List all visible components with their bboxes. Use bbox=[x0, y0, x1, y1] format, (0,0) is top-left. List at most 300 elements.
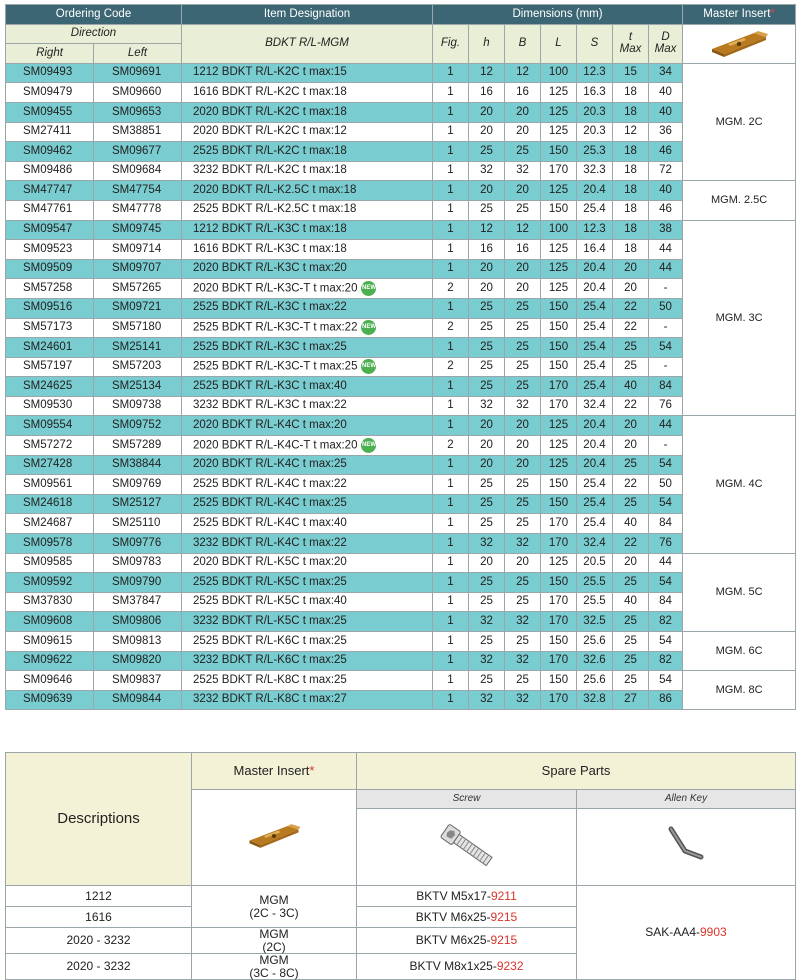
tool-holder-rows bbox=[6, 63, 796, 710]
header-row-direction bbox=[6, 24, 796, 44]
dim-b: 20 bbox=[505, 455, 541, 475]
dim-b: 25 bbox=[505, 475, 541, 495]
dim-t: 25 bbox=[613, 651, 649, 671]
dim-t: 18 bbox=[613, 142, 649, 162]
dim-b: 25 bbox=[505, 200, 541, 220]
item-designation-text: 2020 BDKT R/L-K3C t max:20 bbox=[193, 262, 347, 275]
t-max-header bbox=[613, 24, 649, 63]
descriptions-header: Descriptions bbox=[6, 753, 192, 886]
dim-h: 32 bbox=[469, 612, 505, 632]
table-row bbox=[6, 671, 796, 691]
dim-t: 20 bbox=[613, 416, 649, 436]
dim-h: 25 bbox=[469, 494, 505, 514]
dim-t: 25 bbox=[613, 671, 649, 691]
dim-s: 20.3 bbox=[577, 102, 613, 122]
dim-d: 54 bbox=[649, 632, 683, 652]
master-insert-group: MGM. 6C bbox=[683, 632, 796, 671]
item-designation bbox=[182, 573, 433, 593]
dim-h: 20 bbox=[469, 455, 505, 475]
item-designation-text: 2020 BDKT R/L-K2.5C t max:18 bbox=[193, 183, 357, 196]
dim-b: 32 bbox=[505, 690, 541, 710]
table-row bbox=[6, 416, 796, 436]
ordering-code-right: SM27428 bbox=[6, 455, 94, 475]
screw-icon bbox=[432, 823, 502, 869]
spare-screw-part: BKTV M6x25- bbox=[415, 909, 491, 924]
item-designation-text: 3232 BDKT R/L-K6C t max:25 bbox=[193, 654, 347, 667]
spare-screw bbox=[357, 886, 577, 907]
dim-fig: 1 bbox=[433, 259, 469, 279]
dim-s: 16.3 bbox=[577, 83, 613, 103]
dim-s: 32.4 bbox=[577, 396, 613, 416]
ordering-code-left: SM25110 bbox=[94, 514, 182, 534]
dim-h: 20 bbox=[469, 279, 505, 299]
ordering-code-left: SM09790 bbox=[94, 573, 182, 593]
s-header: S bbox=[577, 24, 613, 63]
table-row bbox=[6, 592, 796, 612]
spare-insert-line2: (2C - 3C) bbox=[249, 905, 299, 920]
dim-l: 170 bbox=[541, 651, 577, 671]
item-designation-text: 2525 BDKT R/L-K4C t max:25 bbox=[193, 497, 347, 510]
ordering-code-right: SM57197 bbox=[6, 357, 94, 377]
item-designation bbox=[182, 259, 433, 279]
dim-l: 100 bbox=[541, 63, 577, 83]
spare-insert-line1: MGM bbox=[259, 892, 289, 907]
dim-t: 22 bbox=[613, 534, 649, 554]
item-designation-text: 2525 BDKT R/L-K8C t max:25 bbox=[193, 673, 347, 686]
dim-fig: 1 bbox=[433, 592, 469, 612]
spare-allen-key bbox=[577, 886, 796, 980]
item-designation-text: 2020 BDKT R/L-K3C-T t max:20 bbox=[193, 282, 358, 295]
item-designation bbox=[182, 161, 433, 181]
dim-d: 54 bbox=[649, 494, 683, 514]
ordering-code-right: SM09592 bbox=[6, 573, 94, 593]
item-designation-text: 2525 BDKT R/L-K4C t max:22 bbox=[193, 477, 347, 490]
spare-insert-line1: MGM bbox=[259, 953, 289, 968]
table-row bbox=[6, 690, 796, 710]
screw-header: Screw bbox=[357, 790, 577, 809]
ordering-code-left: SM37847 bbox=[94, 592, 182, 612]
table-row bbox=[6, 534, 796, 554]
dim-d: - bbox=[649, 357, 683, 377]
spare-parts-header: Spare Parts bbox=[357, 753, 796, 790]
dim-h: 20 bbox=[469, 102, 505, 122]
table-row bbox=[6, 200, 796, 220]
master-insert-group: MGM. 2C bbox=[683, 63, 796, 181]
item-designation-text: 2525 BDKT R/L-K3C t max:22 bbox=[193, 301, 347, 314]
table-row bbox=[6, 161, 796, 181]
dim-fig: 1 bbox=[433, 671, 469, 691]
ordering-code-right: SM09530 bbox=[6, 396, 94, 416]
item-designation bbox=[182, 475, 433, 495]
spare-insert-line1: MGM bbox=[259, 927, 289, 941]
dim-fig: 1 bbox=[433, 240, 469, 260]
dim-h: 25 bbox=[469, 475, 505, 495]
dim-s: 25.4 bbox=[577, 357, 613, 377]
dim-t: 18 bbox=[613, 181, 649, 201]
dim-l: 100 bbox=[541, 220, 577, 240]
dim-s: 25.4 bbox=[577, 338, 613, 358]
dim-t: 18 bbox=[613, 83, 649, 103]
spare-screw-code: 9215 bbox=[490, 909, 518, 924]
dim-d: 40 bbox=[649, 83, 683, 103]
dim-t: 22 bbox=[613, 475, 649, 495]
dim-fig: 1 bbox=[433, 142, 469, 162]
dim-d: 34 bbox=[649, 63, 683, 83]
dim-b: 12 bbox=[505, 220, 541, 240]
table-row bbox=[6, 475, 796, 495]
ordering-code-left: SM09820 bbox=[94, 651, 182, 671]
dim-s: 32.8 bbox=[577, 690, 613, 710]
master-insert-group: MGM. 4C bbox=[683, 416, 796, 553]
ordering-code-right: SM09585 bbox=[6, 553, 94, 573]
table-row bbox=[6, 220, 796, 240]
item-designation-text: 2525 BDKT R/L-K2C t max:18 bbox=[193, 144, 347, 157]
spare-screw-code: 9232 bbox=[496, 959, 524, 974]
ordering-code-right: SM24687 bbox=[6, 514, 94, 534]
spare-screw-part: BKTV M6x25- bbox=[415, 933, 491, 948]
dim-s: 20.4 bbox=[577, 181, 613, 201]
master-insert-icon bbox=[706, 27, 772, 61]
ordering-code-right: SM09608 bbox=[6, 612, 94, 632]
designation-label: BDKT R/L-MGM bbox=[182, 24, 433, 63]
dim-l: 170 bbox=[541, 514, 577, 534]
dim-b: 32 bbox=[505, 651, 541, 671]
master-insert-header bbox=[683, 5, 796, 25]
item-designation-text: 2020 BDKT R/L-K4C-T t max:20 bbox=[193, 439, 358, 452]
b-header: B bbox=[505, 24, 541, 63]
dim-t: 12 bbox=[613, 122, 649, 142]
dim-d: 36 bbox=[649, 122, 683, 142]
dim-d: 38 bbox=[649, 220, 683, 240]
dim-b: 25 bbox=[505, 592, 541, 612]
item-designation bbox=[182, 377, 433, 397]
dim-fig: 1 bbox=[433, 416, 469, 436]
item-designation bbox=[182, 338, 433, 358]
dim-b: 16 bbox=[505, 240, 541, 260]
table-row bbox=[6, 63, 796, 83]
dim-b: 25 bbox=[505, 377, 541, 397]
dimensions-header: Dimensions (mm) bbox=[433, 5, 683, 25]
dim-s: 25.4 bbox=[577, 200, 613, 220]
item-designation-text: 2525 BDKT R/L-K3C t max:40 bbox=[193, 379, 347, 392]
dim-h: 20 bbox=[469, 553, 505, 573]
dim-h: 32 bbox=[469, 534, 505, 554]
ordering-code-right: SM47761 bbox=[6, 200, 94, 220]
dim-b: 25 bbox=[505, 318, 541, 338]
dim-fig: 1 bbox=[433, 455, 469, 475]
table-row bbox=[6, 259, 796, 279]
item-designation-text: 2020 BDKT R/L-K2C t max:18 bbox=[193, 105, 347, 118]
dim-s: 25.5 bbox=[577, 573, 613, 593]
dim-t: 20 bbox=[613, 553, 649, 573]
item-designation-text: 1212 BDKT R/L-K3C t max:18 bbox=[193, 223, 347, 236]
dim-fig: 1 bbox=[433, 651, 469, 671]
dim-fig: 2 bbox=[433, 318, 469, 338]
master-insert-group: MGM. 8C bbox=[683, 671, 796, 710]
ordering-code-header: Ordering Code bbox=[6, 5, 182, 25]
ordering-code-left: SM09677 bbox=[94, 142, 182, 162]
dim-t: 20 bbox=[613, 279, 649, 299]
dim-s: 20.3 bbox=[577, 122, 613, 142]
item-designation-text: 3232 BDKT R/L-K5C t max:25 bbox=[193, 614, 347, 627]
dim-d: - bbox=[649, 318, 683, 338]
spare-insert-mgm-2c bbox=[192, 928, 357, 954]
table-row bbox=[6, 298, 796, 318]
dim-b: 25 bbox=[505, 573, 541, 593]
spare-master-insert-header bbox=[192, 753, 357, 790]
item-designation-text: 2525 BDKT R/L-K3C-T t max:25 bbox=[193, 361, 358, 374]
table-row bbox=[6, 377, 796, 397]
dim-b: 20 bbox=[505, 259, 541, 279]
master-insert-icon bbox=[244, 819, 304, 853]
dim-h: 20 bbox=[469, 259, 505, 279]
item-designation bbox=[182, 63, 433, 83]
table-row bbox=[6, 612, 796, 632]
dim-b: 12 bbox=[505, 63, 541, 83]
new-badge-icon: NEW bbox=[361, 359, 376, 374]
dim-fig: 1 bbox=[433, 377, 469, 397]
ordering-code-left: SM09752 bbox=[94, 416, 182, 436]
table-row bbox=[6, 318, 796, 338]
item-designation bbox=[182, 83, 433, 103]
dim-d: - bbox=[649, 279, 683, 299]
dim-d: 84 bbox=[649, 377, 683, 397]
ordering-code-left: SM09776 bbox=[94, 534, 182, 554]
dim-s: 25.6 bbox=[577, 632, 613, 652]
dim-b: 32 bbox=[505, 612, 541, 632]
ordering-code-right: SM09578 bbox=[6, 534, 94, 554]
dim-s: 32.6 bbox=[577, 651, 613, 671]
dim-l: 125 bbox=[541, 122, 577, 142]
table-row bbox=[6, 338, 796, 358]
ordering-code-right: SM09646 bbox=[6, 671, 94, 691]
item-designation bbox=[182, 122, 433, 142]
dim-b: 20 bbox=[505, 122, 541, 142]
dim-t: 20 bbox=[613, 436, 649, 456]
item-designation bbox=[182, 592, 433, 612]
master-insert-header-label: Master Insert bbox=[703, 7, 771, 20]
dim-d: 40 bbox=[649, 102, 683, 122]
item-designation bbox=[182, 142, 433, 162]
dim-fig: 1 bbox=[433, 122, 469, 142]
ordering-code-left: SM25141 bbox=[94, 338, 182, 358]
dim-l: 125 bbox=[541, 436, 577, 456]
dim-s: 32.4 bbox=[577, 534, 613, 554]
allen-key-code: 9903 bbox=[699, 925, 727, 940]
item-designation-text: 1616 BDKT R/L-K2C t max:18 bbox=[193, 85, 347, 98]
item-designation bbox=[182, 396, 433, 416]
dim-t: 20 bbox=[613, 259, 649, 279]
dim-d: 46 bbox=[649, 200, 683, 220]
ordering-code-right: SM09493 bbox=[6, 63, 94, 83]
dim-l: 170 bbox=[541, 534, 577, 554]
item-designation bbox=[182, 671, 433, 691]
dim-fig: 1 bbox=[433, 220, 469, 240]
ordering-code-left: SM09721 bbox=[94, 298, 182, 318]
dim-d: 86 bbox=[649, 690, 683, 710]
table-row bbox=[6, 396, 796, 416]
ordering-code-left: SM09844 bbox=[94, 690, 182, 710]
dim-s: 25.4 bbox=[577, 298, 613, 318]
dim-h: 25 bbox=[469, 357, 505, 377]
dim-b: 25 bbox=[505, 632, 541, 652]
dim-l: 170 bbox=[541, 592, 577, 612]
l-header: L bbox=[541, 24, 577, 63]
dim-h: 20 bbox=[469, 416, 505, 436]
ordering-code-right: SM27411 bbox=[6, 122, 94, 142]
dim-h: 25 bbox=[469, 632, 505, 652]
item-designation bbox=[182, 455, 433, 475]
dim-l: 125 bbox=[541, 279, 577, 299]
item-designation-text: 1212 BDKT R/L-K2C t max:15 bbox=[193, 66, 347, 79]
dim-t: 18 bbox=[613, 240, 649, 260]
ordering-code-left: SM09684 bbox=[94, 161, 182, 181]
table-row bbox=[6, 573, 796, 593]
spare-description: 2020 - 3232 bbox=[6, 928, 192, 954]
dim-h: 25 bbox=[469, 671, 505, 691]
ordering-code-right: SM09639 bbox=[6, 690, 94, 710]
dim-l: 170 bbox=[541, 161, 577, 181]
spare-screw-part: BKTV M5x17- bbox=[416, 888, 491, 903]
dim-d: 84 bbox=[649, 514, 683, 534]
dim-s: 20.4 bbox=[577, 455, 613, 475]
dim-h: 20 bbox=[469, 436, 505, 456]
spare-insert-line2: (3C - 8C) bbox=[249, 965, 299, 980]
dim-l: 125 bbox=[541, 181, 577, 201]
new-badge-icon: NEW bbox=[361, 438, 376, 453]
ordering-code-right: SM09561 bbox=[6, 475, 94, 495]
table-row bbox=[6, 455, 796, 475]
dim-t: 22 bbox=[613, 318, 649, 338]
table-row bbox=[6, 357, 796, 377]
dim-d: 76 bbox=[649, 534, 683, 554]
item-designation-text: 1616 BDKT R/L-K3C t max:18 bbox=[193, 242, 347, 255]
spare-description: 2020 - 3232 bbox=[6, 954, 192, 980]
dim-t: 25 bbox=[613, 632, 649, 652]
dim-fig: 1 bbox=[433, 573, 469, 593]
item-designation bbox=[182, 534, 433, 554]
table-row bbox=[6, 122, 796, 142]
ordering-code-right: SM09622 bbox=[6, 651, 94, 671]
master-insert-image-cell bbox=[683, 24, 796, 63]
dim-d: 44 bbox=[649, 259, 683, 279]
dim-s: 20.4 bbox=[577, 259, 613, 279]
table-row bbox=[6, 436, 796, 456]
item-designation bbox=[182, 632, 433, 652]
dim-t: 22 bbox=[613, 396, 649, 416]
ordering-code-left: SM09813 bbox=[94, 632, 182, 652]
dim-b: 32 bbox=[505, 161, 541, 181]
dim-l: 150 bbox=[541, 671, 577, 691]
item-designation-text: 2525 BDKT R/L-K6C t max:25 bbox=[193, 634, 347, 647]
dim-t: 25 bbox=[613, 494, 649, 514]
dim-fig: 1 bbox=[433, 83, 469, 103]
dim-fig: 1 bbox=[433, 181, 469, 201]
dim-b: 20 bbox=[505, 279, 541, 299]
dim-h: 25 bbox=[469, 573, 505, 593]
dim-fig: 1 bbox=[433, 102, 469, 122]
dim-fig: 1 bbox=[433, 612, 469, 632]
ordering-code-right: SM09509 bbox=[6, 259, 94, 279]
dim-s: 25.4 bbox=[577, 318, 613, 338]
item-designation-header: Item Designation bbox=[182, 5, 433, 25]
dim-fig: 1 bbox=[433, 298, 469, 318]
dim-b: 32 bbox=[505, 534, 541, 554]
dim-l: 125 bbox=[541, 553, 577, 573]
item-designation-text: 2525 BDKT R/L-K5C t max:40 bbox=[193, 595, 347, 608]
new-badge-icon: NEW bbox=[361, 281, 376, 296]
dim-d: 44 bbox=[649, 240, 683, 260]
dim-s: 25.6 bbox=[577, 671, 613, 691]
item-designation-text: 2525 BDKT R/L-K2.5C t max:18 bbox=[193, 203, 357, 216]
item-designation-text: 2525 BDKT R/L-K3C-T t max:22 bbox=[193, 321, 358, 334]
dim-l: 170 bbox=[541, 690, 577, 710]
dim-t: 18 bbox=[613, 220, 649, 240]
item-designation bbox=[182, 357, 433, 377]
item-designation bbox=[182, 416, 433, 436]
dim-d: 54 bbox=[649, 671, 683, 691]
spare-insert-image-cell bbox=[192, 790, 357, 886]
spare-screw-code: 9215 bbox=[490, 933, 518, 948]
dim-h: 16 bbox=[469, 240, 505, 260]
dim-s: 12.3 bbox=[577, 220, 613, 240]
dim-fig: 1 bbox=[433, 161, 469, 181]
item-designation bbox=[182, 436, 433, 456]
ordering-code-right: SM24601 bbox=[6, 338, 94, 358]
item-designation-text: 2525 BDKT R/L-K4C t max:40 bbox=[193, 516, 347, 529]
dim-fig: 1 bbox=[433, 494, 469, 514]
dim-d: 44 bbox=[649, 553, 683, 573]
ordering-code-left: SM09691 bbox=[94, 63, 182, 83]
dim-s: 25.4 bbox=[577, 494, 613, 514]
dim-s: 12.3 bbox=[577, 63, 613, 83]
dim-t: 25 bbox=[613, 612, 649, 632]
dim-s: 20.4 bbox=[577, 416, 613, 436]
t-header-label: t bbox=[628, 31, 633, 44]
ordering-code-right: SM09554 bbox=[6, 416, 94, 436]
ordering-code-right: SM24625 bbox=[6, 377, 94, 397]
ordering-code-right: SM09479 bbox=[6, 83, 94, 103]
ordering-code-left: SM25134 bbox=[94, 377, 182, 397]
spare-insert-mgm-3c-8c bbox=[192, 954, 357, 980]
dim-b: 25 bbox=[505, 338, 541, 358]
table-row bbox=[6, 632, 796, 652]
item-designation bbox=[182, 494, 433, 514]
dim-d: 76 bbox=[649, 396, 683, 416]
dim-d: - bbox=[649, 436, 683, 456]
table-row bbox=[6, 142, 796, 162]
ordering-code-left: SM09660 bbox=[94, 83, 182, 103]
dim-s: 25.3 bbox=[577, 142, 613, 162]
dim-d: 46 bbox=[649, 142, 683, 162]
dim-l: 125 bbox=[541, 102, 577, 122]
master-insert-group: MGM. 5C bbox=[683, 553, 796, 631]
item-designation-text: 3232 BDKT R/L-K8C t max:27 bbox=[193, 693, 347, 706]
dim-h: 25 bbox=[469, 592, 505, 612]
dim-d: 84 bbox=[649, 592, 683, 612]
dim-b: 25 bbox=[505, 671, 541, 691]
dim-fig: 1 bbox=[433, 63, 469, 83]
dim-s: 32.3 bbox=[577, 161, 613, 181]
dim-l: 170 bbox=[541, 396, 577, 416]
item-designation bbox=[182, 612, 433, 632]
dim-d: 50 bbox=[649, 475, 683, 495]
allen-key-part: SAK-AA4- bbox=[645, 925, 700, 940]
dim-l: 170 bbox=[541, 377, 577, 397]
table-row bbox=[6, 553, 796, 573]
t-max-label: Max bbox=[619, 42, 642, 55]
dim-b: 25 bbox=[505, 357, 541, 377]
